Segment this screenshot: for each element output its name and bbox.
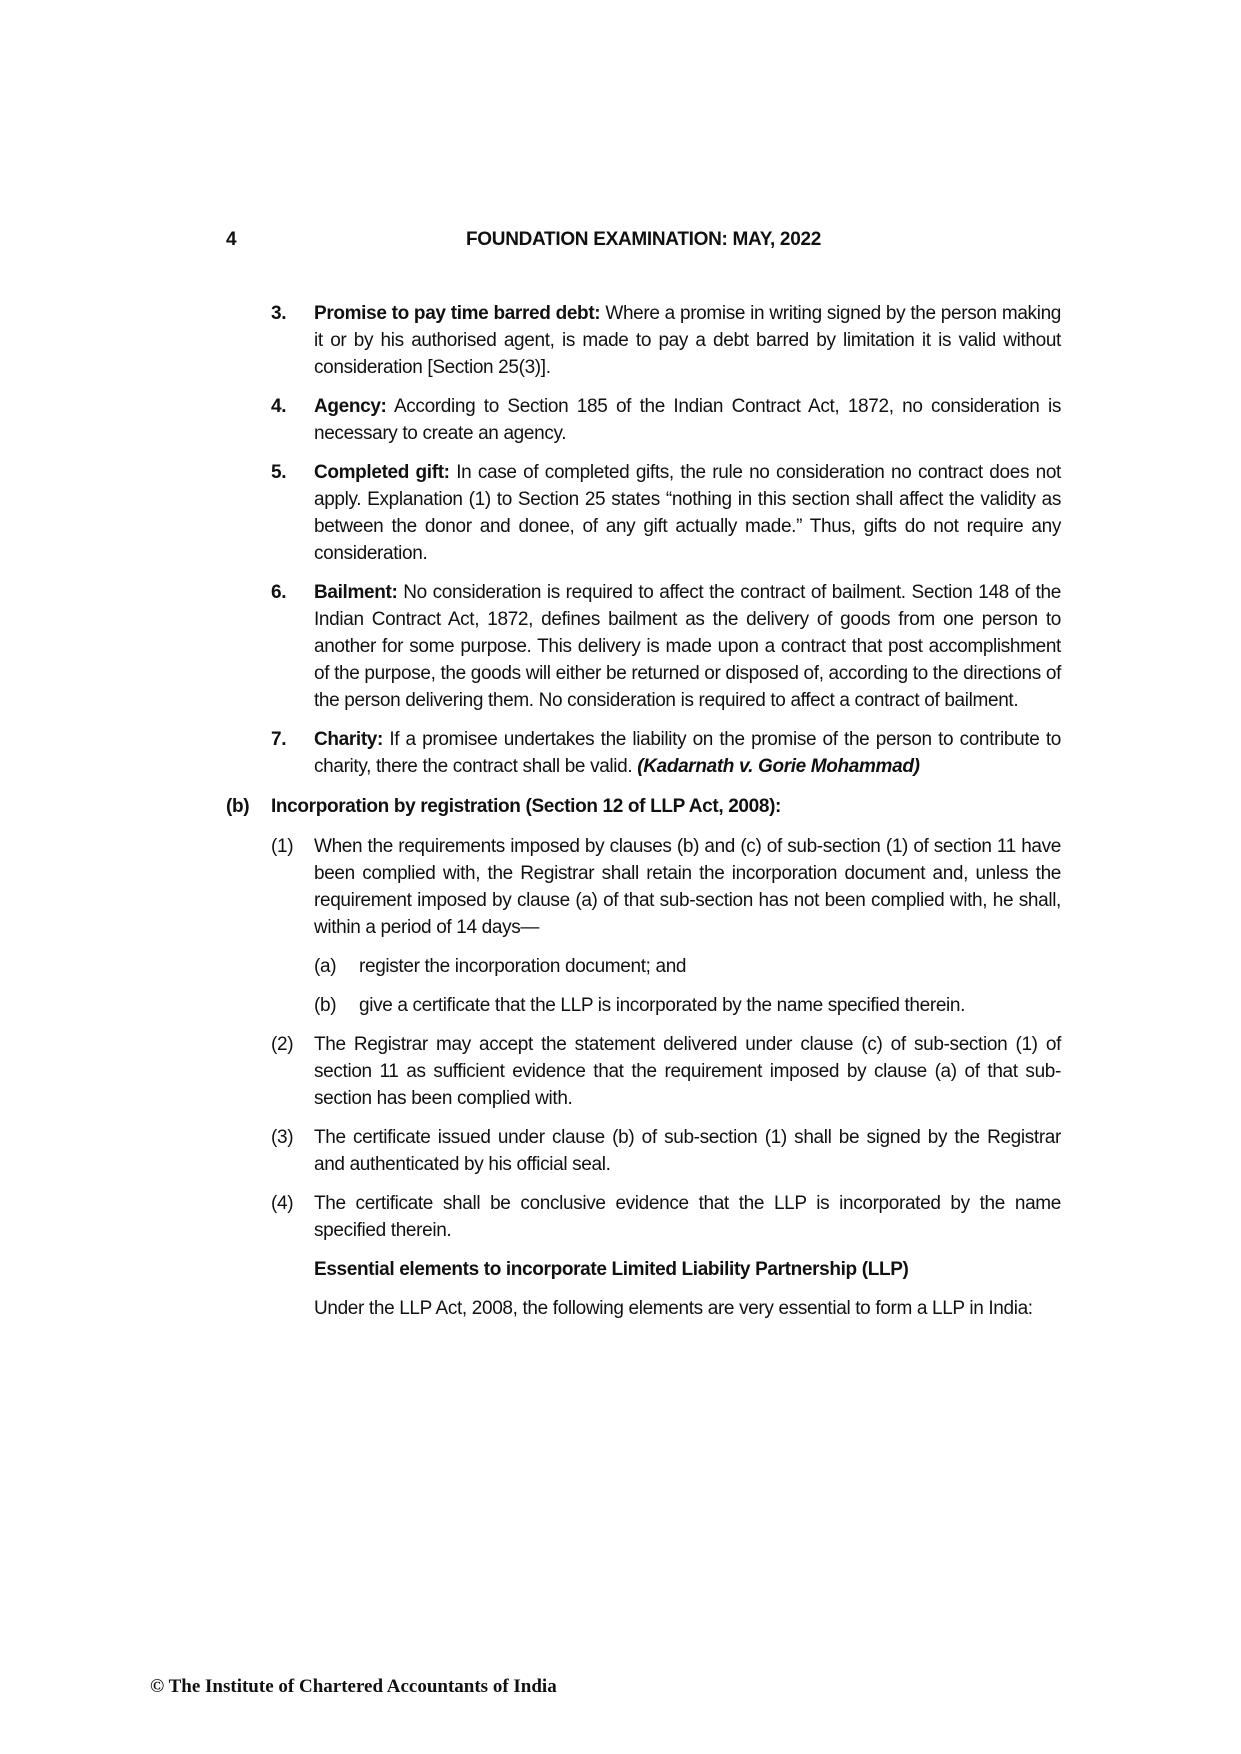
sub-item <box>226 833 1061 941</box>
item-text: According to Section 185 of the Indian Contract Act, 1872, no consideration is necessary to create an agency. <box>314 396 1061 444</box>
item-number: 5. <box>271 462 287 483</box>
item-number: 6. <box>271 582 287 603</box>
sub-item <box>226 1031 1061 1112</box>
sub-item-label: (4) <box>271 1193 294 1214</box>
page-header <box>226 229 1061 253</box>
paragraph: Under the LLP Act, 2008, the following elements are very essential to form a LLP in India: <box>314 1298 1033 1319</box>
item-text: In case of completed gifts, the rule no consideration no contract does not apply. Explanation (1) to Section 25 states “nothing in this section shall affect the validity as between the donor and donee, of any gift actually made.” Thus, gifts do not require any consideration. <box>314 462 1061 564</box>
item-text: No consideration is required to affect the contract of bailment. Section 148 of the Indian Contract Act, 1872, defines bailment as the delivery of goods from one person to another for some purpose. This delivery is made upon a contract that post accomplishment of the purpose, the goods will either be returned or disposed of, according to the directions of the person delivering them. No consideration is required to affect a contract of bailment. <box>314 582 1061 711</box>
nested-item-text: give a certificate that the LLP is incorporated by the name specified therein. <box>359 995 966 1016</box>
item-term: Agency: <box>314 396 387 417</box>
list-item <box>226 300 1061 381</box>
item-text: Where a promise in writing signed by the person making it or by his authorised agent, is made to pay a debt barred by limitation it is valid without consideration [Section 25(3)]. <box>314 303 1062 378</box>
item-term: Bailment: <box>314 582 398 603</box>
section-heading-text: Incorporation by registration (Section 12 of LLP Act, 2008): <box>271 796 782 817</box>
list-item <box>226 393 1061 447</box>
nested-item-text: register the incorporation document; and <box>359 956 687 977</box>
list-item <box>226 459 1061 567</box>
copyright-footer: © The Institute of Chartered Accountants of India <box>150 1676 557 1697</box>
sub-item-label: (2) <box>271 1034 294 1055</box>
sub-item-text: When the requirements imposed by clauses (b) and (c) of sub-section (1) of section 11 have been complied with, the Registrar shall retain the incorporation document and, unless the requirement imposed by clause (a) of that sub-section has not been complied with, he shall, within a period of 14 days— <box>314 836 1061 938</box>
item-term: Promise to pay time barred debt: <box>314 303 601 324</box>
sub-item <box>226 1190 1061 1244</box>
item-number: 4. <box>271 396 287 417</box>
sub-item-label: (1) <box>271 836 294 857</box>
sub-item-text: The certificate shall be conclusive evidence that the LLP is incorporated by the name specified therein. <box>314 1193 1061 1241</box>
list-item <box>226 579 1061 714</box>
sub-item-label: (3) <box>271 1127 294 1148</box>
item-term: Charity: <box>314 729 383 750</box>
section-label: (b) <box>226 796 250 817</box>
item-text: If a promisee undertakes the liability on the promise of the person to contribute to charity, there the contract shall be valid. <box>314 729 1061 777</box>
nested-item-label: (a) <box>314 956 337 977</box>
nested-item-label: (b) <box>314 995 337 1016</box>
sub-item <box>226 1124 1061 1178</box>
nested-item <box>226 992 1061 1019</box>
sub-item-text: The certificate issued under clause (b) of sub-section (1) shall be signed by the Registrar and authenticated by his official seal. <box>314 1127 1061 1175</box>
item-term: Completed gift: <box>314 462 450 483</box>
item-number: 3. <box>271 303 287 324</box>
item-number: 7. <box>271 729 287 750</box>
case-citation: (Kadarnath v. Gorie Mohammad) <box>637 756 920 777</box>
nested-item <box>226 953 1061 980</box>
list-item <box>226 726 1061 780</box>
page-number: 4 <box>226 229 237 250</box>
document-body <box>226 300 1061 1322</box>
section-heading <box>226 793 1061 820</box>
page-title: FOUNDATION EXAMINATION: MAY, 2022 <box>465 229 821 250</box>
sub-item-text: The Registrar may accept the statement delivered under clause (c) of sub-section (1) of section 11 as sufficient evidence that the requirement imposed by clause (a) of that sub-section has been complied with. <box>314 1034 1061 1109</box>
subheading: Essential elements to incorporate Limited Liability Partnership (LLP) <box>314 1259 909 1280</box>
